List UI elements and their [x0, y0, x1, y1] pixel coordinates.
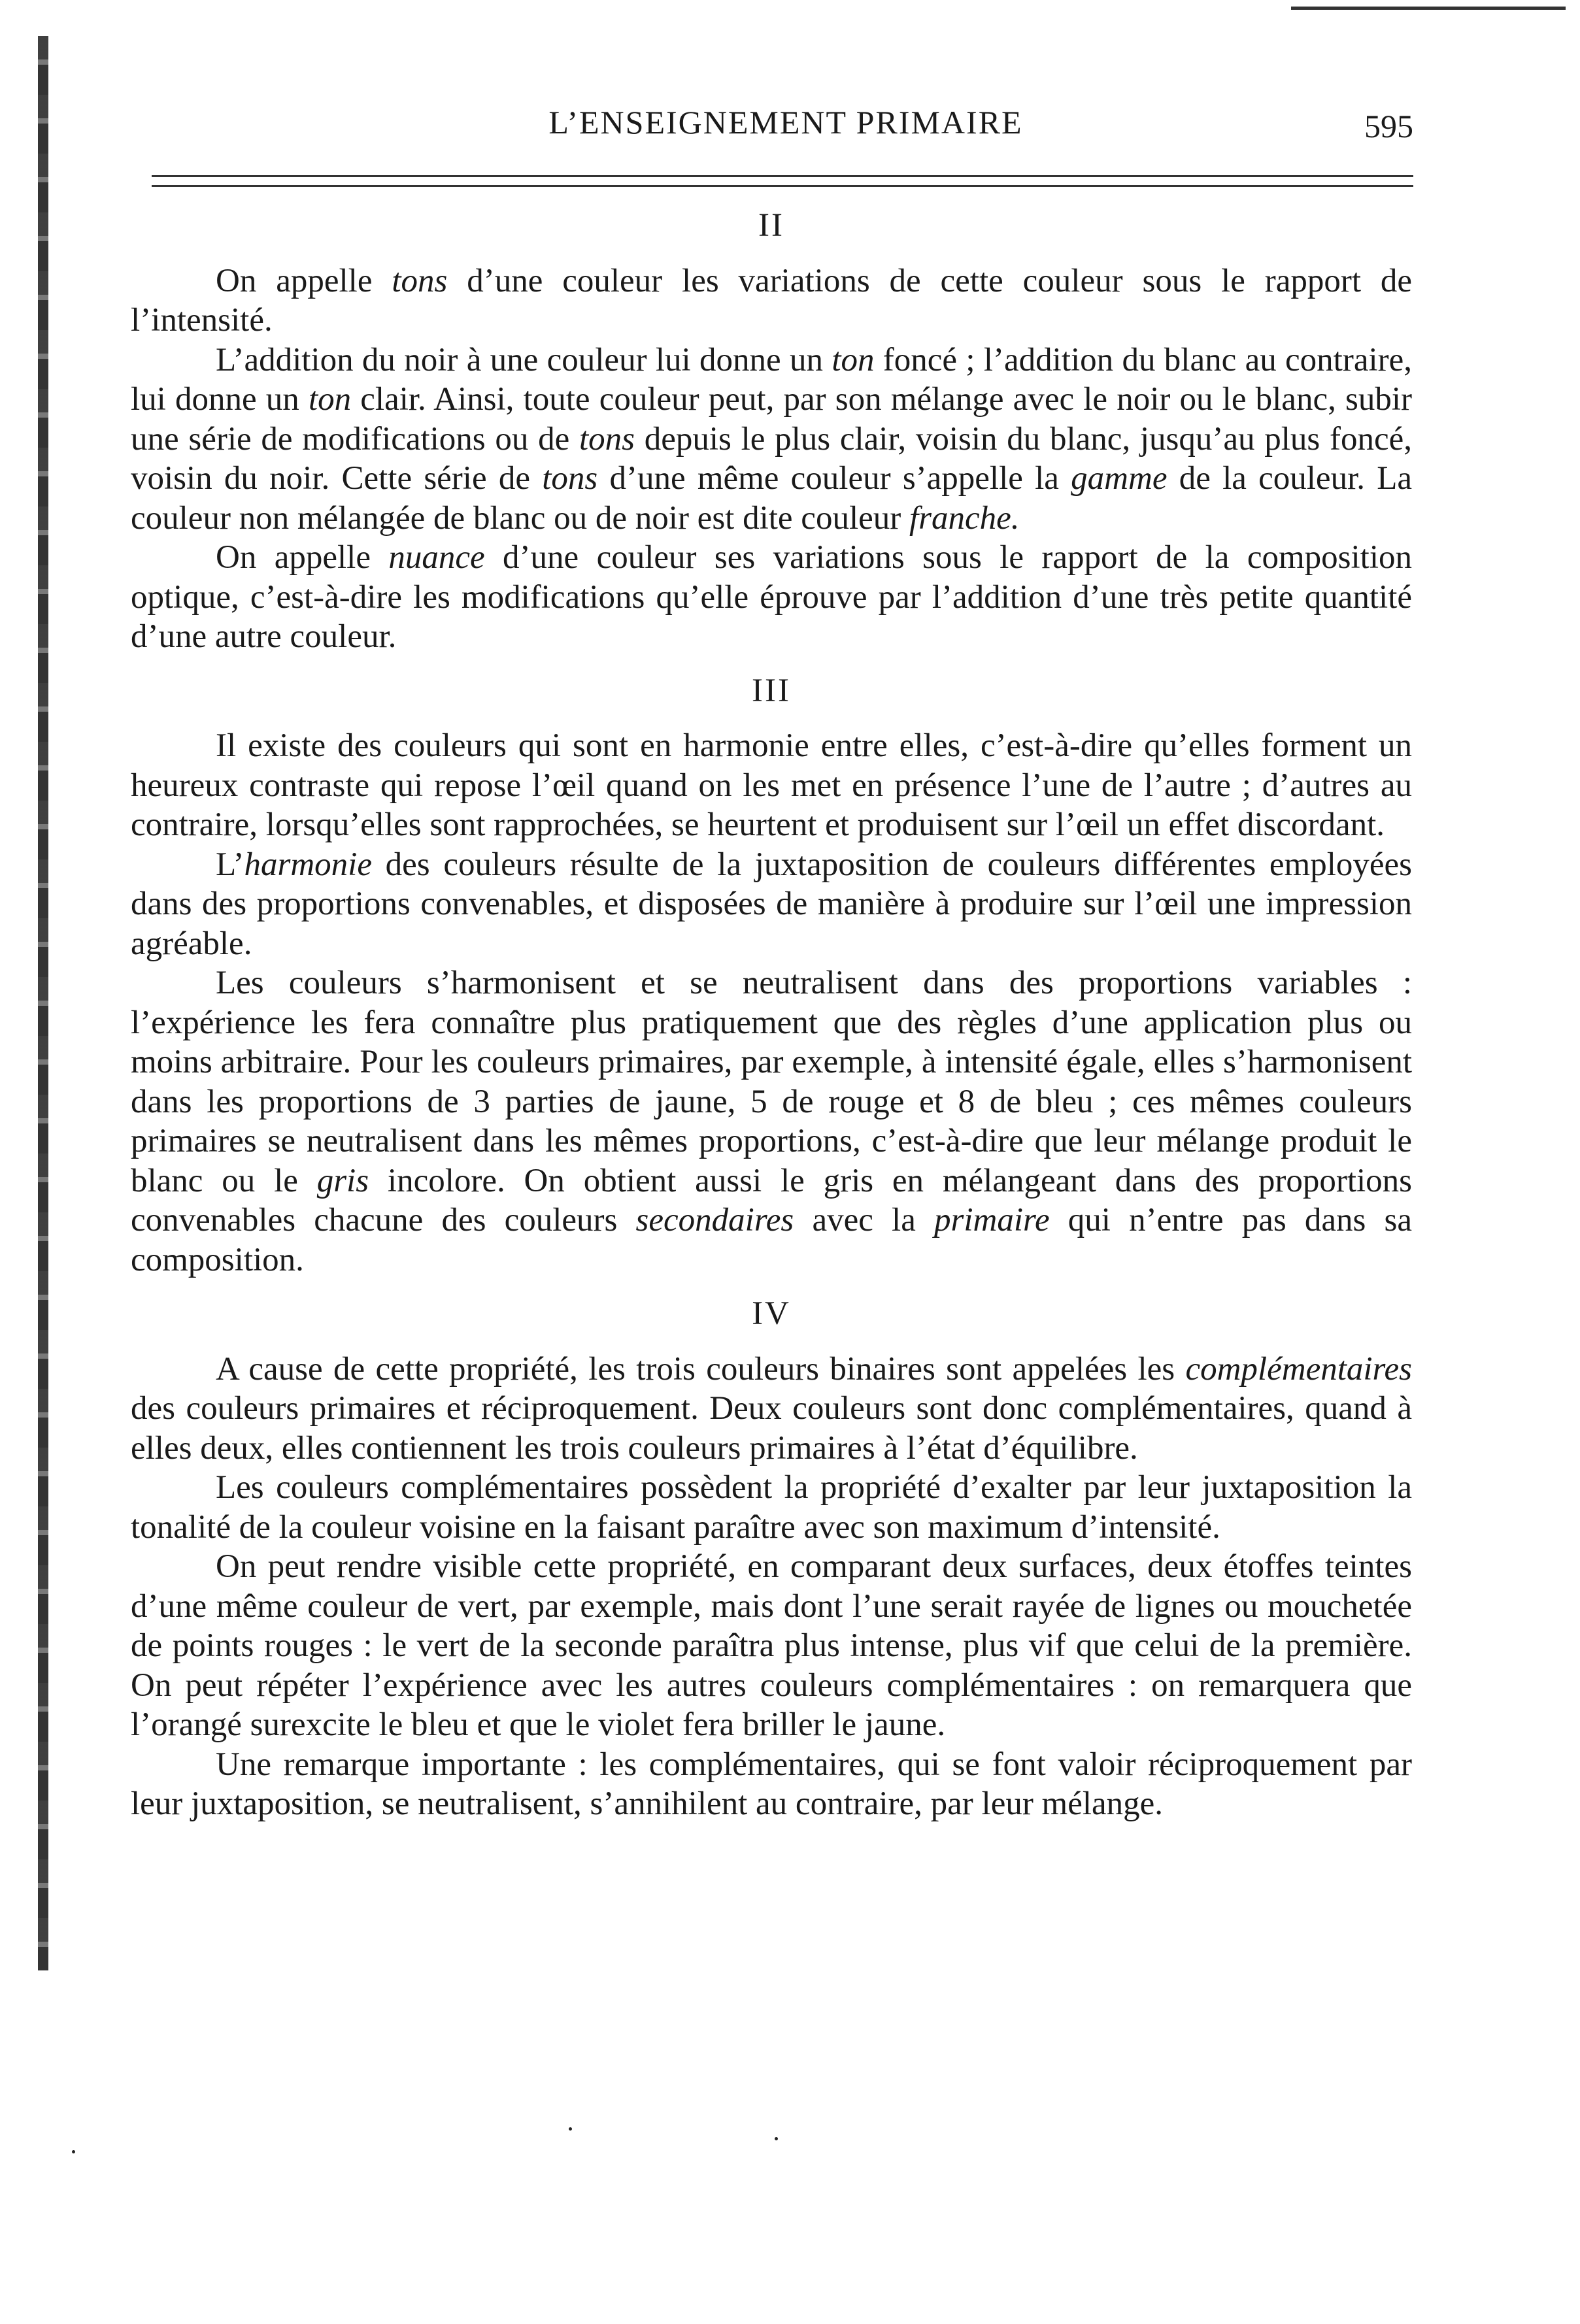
print-speck	[569, 2127, 572, 2131]
text-run: On appelle	[216, 262, 392, 299]
text-run: L’	[216, 846, 244, 883]
text-run: d’une même couleur s’appelle la	[597, 460, 1071, 497]
text-run: On peut rendre visible cette propriété, en comparant deux surfaces, deux étoffes teintes d’une même couleur de vert, par exemple, mais dont l’une serait rayée de lignes ou mouchetée de points rouges : le vert de la seconde paraîtra plus intense, plus vif que celui de la première. On peut répéter l’expérience avec les autres couleurs complémentaires : on remarquera que l’orangé surexcite le bleu et que le violet fera briller le jaune.	[131, 1548, 1412, 1743]
page-number: 595	[1364, 108, 1413, 144]
text-run: d’une couleur les variations de cette couleur sous le rapport de l’intensité.	[131, 262, 1412, 339]
paragraph	[131, 845, 1412, 964]
paragraph	[131, 963, 1412, 1280]
text-run: foncé ; l’addition du blanc au contraire, lui donne un	[131, 341, 1412, 418]
italic-term: nuance	[388, 539, 485, 576]
paragraph	[131, 1547, 1412, 1745]
page-header	[152, 91, 1413, 154]
paragraph	[131, 340, 1412, 539]
section-number: II	[758, 207, 784, 244]
print-speck	[775, 2137, 778, 2140]
section-number: III	[752, 672, 791, 709]
text-run: clair. Ainsi, toute couleur peut, par son mélange avec le noir ou le blanc, subir une série de modifications ou de	[131, 381, 1412, 457]
paragraph	[131, 538, 1412, 657]
italic-term: primaire	[934, 1202, 1050, 1238]
text-run: Les couleurs complémentaires possèdent la propriété d’exalter par leur juxtaposition la tonalité de la couleur voisine en la faisant paraître avec son maximum d’intensité.	[131, 1469, 1412, 1546]
text-run: Une remarque importante : les complémentaires, qui se font valoir réciproquement par leur juxtaposition, se neutralisent, s’annihilent au contraire, par leur mélange.	[131, 1746, 1412, 1822]
text-run: depuis le plus clair, voisin du blanc, jusqu’au plus foncé, voisin du noir. Cette série de	[131, 420, 1412, 497]
italic-term: franche.	[909, 499, 1020, 537]
text-run: qui n’entre pas dans sa composition.	[131, 1202, 1412, 1278]
italic-term: ton	[308, 381, 352, 418]
italic-term: tons	[579, 420, 635, 457]
italic-term: tons	[542, 460, 598, 497]
top-edge-mark	[1291, 7, 1566, 10]
text-run: des couleurs résulte de la juxtaposition de couleurs différentes employées dans des proportions convenables, et disposées de manière à produire sur l’œil une impression agréable.	[131, 846, 1412, 962]
article-body	[131, 206, 1412, 1824]
italic-term: gamme	[1071, 460, 1168, 497]
header-double-rule	[152, 175, 1413, 187]
text-run: L’addition du noir à une couleur lui donne un	[216, 341, 832, 378]
text-run: de la couleur. La couleur non mélangée de blanc ou de noir est dite couleur	[131, 460, 1413, 537]
italic-term: harmonie	[244, 846, 372, 883]
paragraph	[131, 261, 1412, 340]
running-title: L’ENSEIGNEMENT PRIMAIRE	[548, 104, 1023, 141]
paragraph	[131, 726, 1412, 845]
print-speck	[72, 2150, 75, 2153]
paragraph	[131, 1468, 1412, 1547]
section-number: IV	[752, 1295, 791, 1332]
italic-term: tons	[392, 262, 448, 299]
text-run: A cause de cette propriété, les trois couleurs binaires sont appelées les	[216, 1350, 1186, 1387]
text-run: d’une couleur ses variations sous le rapport de la composition optique, c’est-à-dire les modifications qu’elle éprouve par l’addition d’une très petite quantité d’une autre couleur.	[131, 539, 1412, 655]
text-run: Il existe des couleurs qui sont en harmonie entre elles, c’est-à-dire qu’elles forment un heureux contraste qui repose l’œil quand on les met en présence l’une de l’autre ; d’autres au contraire, lorsqu’elles sont rapprochées, se heurtent et produisent sur l’œil un effet discordant.	[131, 727, 1412, 843]
text-run: des couleurs primaires et réciproquement. Deux couleurs sont donc complémentaires, quand à elles deux, elles contiennent les trois couleurs primaires à l’état d’équilibre.	[131, 1390, 1412, 1467]
italic-term: gris	[316, 1162, 369, 1199]
text-run: avec la	[794, 1202, 935, 1238]
text-run: On appelle	[216, 539, 389, 576]
italic-term: complémentaires	[1185, 1350, 1412, 1387]
paragraph	[131, 1350, 1412, 1469]
text-run: Les couleurs s’harmonisent et se neutralisent dans des proportions variables : l’expérience les fera connaître plus pratiquement que des règles d’une application plus ou moins arbitraire. Pour les couleurs primaires, par exemple, à intensité égale, elles s’harmonisent dans les proportions de 3 parties de jaune, 5 de rouge et 8 de bleu ; ces mêmes couleurs primaires se neutralisent dans les mêmes proportions, c’est-à-dire que leur mélange produit le blanc ou le	[131, 965, 1412, 1199]
italic-term: ton	[832, 341, 875, 378]
text-run: incolore. On obtient aussi le gris en mélangeant dans des proportions convenables chacune des couleurs	[131, 1162, 1412, 1238]
paragraph	[131, 1745, 1412, 1824]
italic-term: secondaires	[635, 1202, 794, 1238]
page-binding-edge	[38, 36, 48, 1970]
